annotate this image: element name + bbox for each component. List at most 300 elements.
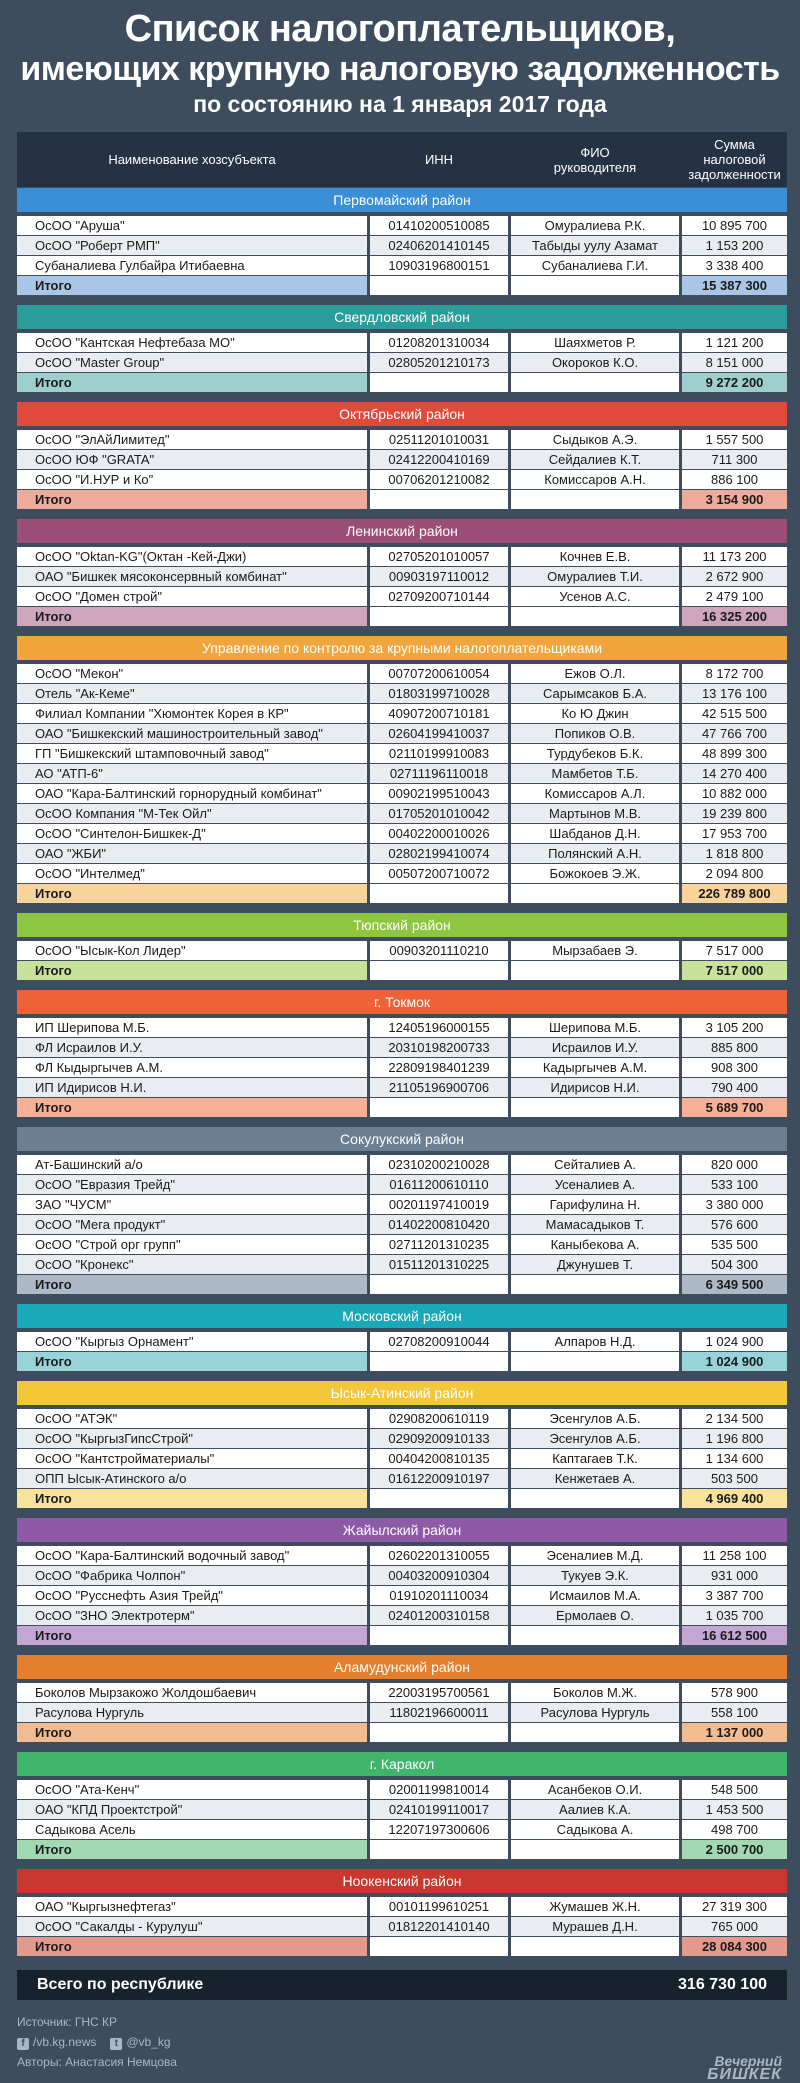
empty-cell: [511, 961, 679, 980]
inn-cell: 02908200610119: [370, 1409, 508, 1428]
inn-cell: 02604199410037: [370, 724, 508, 743]
debt-amount-cell: 548 500: [682, 1780, 787, 1799]
table-row: [17, 1469, 787, 1488]
table-row: [17, 1058, 787, 1077]
company-name-cell: ОсОО "Фабрика Чолпон": [17, 1566, 367, 1585]
inn-cell: 11802196600011: [370, 1703, 508, 1722]
table-row: [17, 1038, 787, 1057]
company-name-cell: ОАО "Бишкекский машиностроительный завод": [17, 724, 367, 743]
director-cell: Боколов М.Ж.: [511, 1683, 679, 1702]
company-name-cell: ГП "Бишкекский штамповочный завод": [17, 744, 367, 763]
table-row: [17, 684, 787, 703]
table-row: [17, 704, 787, 723]
total-value-cell: 9 272 200: [682, 373, 787, 392]
debt-amount-cell: 2 479 100: [682, 587, 787, 606]
inn-cell: 00706201210082: [370, 470, 508, 489]
empty-cell: [370, 1098, 508, 1117]
company-name-cell: ОсОО "Интелмед": [17, 864, 367, 883]
total-label-cell: Итого: [17, 1626, 367, 1645]
director-cell: Алпаров Н.Д.: [511, 1332, 679, 1351]
inn-cell: 02001199810014: [370, 1780, 508, 1799]
table-row: [17, 430, 787, 449]
district-total-row: [17, 1098, 787, 1117]
district-header: Управление по контролю за крупными налогоплательщиками: [17, 636, 787, 660]
director-cell: Каныбекова А.: [511, 1235, 679, 1254]
table-row: [17, 1078, 787, 1097]
empty-cell: [511, 1937, 679, 1956]
director-cell: Тукуев Э.К.: [511, 1566, 679, 1585]
company-name-cell: Садыкова Асель: [17, 1820, 367, 1839]
debt-amount-cell: 27 319 300: [682, 1897, 787, 1916]
empty-cell: [511, 276, 679, 295]
total-value-cell: 226 789 800: [682, 884, 787, 903]
empty-cell: [511, 1723, 679, 1742]
district-header: Аламудунский район: [17, 1655, 787, 1679]
debt-amount-cell: 8 172 700: [682, 664, 787, 683]
director-cell: Мамасадыков Т.: [511, 1215, 679, 1234]
facebook-handle: /vb.kg.news: [33, 2035, 97, 2049]
total-value-cell: 2 500 700: [682, 1840, 787, 1859]
empty-cell: [370, 490, 508, 509]
debt-amount-cell: 42 515 500: [682, 704, 787, 723]
company-name-cell: ОсОО "Строй орг групп": [17, 1235, 367, 1254]
district-section: [17, 990, 787, 1117]
director-cell: Идирисов Н.И.: [511, 1078, 679, 1097]
table-row: [17, 1215, 787, 1234]
table-row: [17, 1800, 787, 1819]
inn-cell: 21105196900706: [370, 1078, 508, 1097]
table-row: [17, 784, 787, 803]
debt-amount-cell: 558 100: [682, 1703, 787, 1722]
district-section: [17, 1518, 787, 1645]
district-section: [17, 1127, 787, 1294]
company-name-cell: ОАО "КПД Проектстрой": [17, 1800, 367, 1819]
company-name-cell: ОПП Ысык-Атинского а/о: [17, 1469, 367, 1488]
total-label-cell: Итого: [17, 1098, 367, 1117]
table-row: [17, 764, 787, 783]
company-name-cell: ОсОО "Кантская Нефтебаза МО": [17, 333, 367, 352]
inn-cell: 02410199110017: [370, 1800, 508, 1819]
table-row: [17, 1429, 787, 1448]
inn-cell: 01803199710028: [370, 684, 508, 703]
company-name-cell: ОсОО "Аруша": [17, 216, 367, 235]
director-cell: Усенов А.С.: [511, 587, 679, 606]
inn-cell: 01910201110034: [370, 1586, 508, 1605]
district-header: Московский район: [17, 1304, 787, 1328]
empty-cell: [370, 373, 508, 392]
table-row: [17, 1820, 787, 1839]
total-value-cell: 7 517 000: [682, 961, 787, 980]
facebook-link[interactable]: [17, 2032, 96, 2052]
company-name-cell: ОсОО "КыргызГипсСтрой": [17, 1429, 367, 1448]
company-name-cell: ОсОО "Мекон": [17, 664, 367, 683]
debt-amount-cell: 2 094 800: [682, 864, 787, 883]
table-row: [17, 236, 787, 255]
total-label-cell: Итого: [17, 1489, 367, 1508]
grand-total-value: 316 730 100: [678, 1976, 767, 1993]
debt-amount-cell: 48 899 300: [682, 744, 787, 763]
inn-cell: 00201197410019: [370, 1195, 508, 1214]
source-text: Источник: ГНС КР: [17, 2015, 118, 2029]
company-name-cell: ОсОО ЮФ "GRATA": [17, 450, 367, 469]
district-total-row: [17, 490, 787, 509]
director-cell: Шаяхметов Р.: [511, 333, 679, 352]
director-cell: Ко Ю Джин: [511, 704, 679, 723]
debt-amount-cell: 10 882 000: [682, 784, 787, 803]
inn-cell: 02110199910083: [370, 744, 508, 763]
inn-cell: 02909200910133: [370, 1429, 508, 1448]
director-cell: Мартынов М.В.: [511, 804, 679, 823]
director-cell: Ежов О.Л.: [511, 664, 679, 683]
district-section: [17, 636, 787, 903]
inn-cell: 10903196800151: [370, 256, 508, 275]
company-name-cell: ОАО "Кара-Балтинский горнорудный комбинат": [17, 784, 367, 803]
director-cell: Кенжетаев А.: [511, 1469, 679, 1488]
inn-cell: 02805201210173: [370, 353, 508, 372]
twitter-handle: @vb_kg: [126, 2035, 171, 2049]
inn-cell: 02310200210028: [370, 1155, 508, 1174]
inn-cell: 00404200810135: [370, 1449, 508, 1468]
table-row: [17, 353, 787, 372]
director-cell: Окороков К.О.: [511, 353, 679, 372]
column-name-header: Наименование хозсубъекта: [108, 152, 276, 167]
total-label-cell: Итого: [17, 961, 367, 980]
inn-cell: 01611200610110: [370, 1175, 508, 1194]
director-cell: Турдубеков Б.К.: [511, 744, 679, 763]
debt-amount-cell: 3 105 200: [682, 1018, 787, 1037]
empty-cell: [370, 1840, 508, 1859]
company-name-cell: ОсОО "Евразия Трейд": [17, 1175, 367, 1194]
district-total-row: [17, 373, 787, 392]
inn-cell: 40907200710181: [370, 704, 508, 723]
table-row: [17, 664, 787, 683]
empty-cell: [370, 607, 508, 626]
grand-total-label: Всего по республике: [37, 1976, 204, 1993]
company-name-cell: ОсОО "Кронекс": [17, 1255, 367, 1274]
director-cell: Субаналиева Г.И.: [511, 256, 679, 275]
inn-cell: 02708200910044: [370, 1332, 508, 1351]
debt-amount-cell: 885 800: [682, 1038, 787, 1057]
empty-cell: [370, 884, 508, 903]
debt-amount-cell: 8 151 000: [682, 353, 787, 372]
authors-text: Авторы: Анастасия Немцова: [17, 2055, 177, 2069]
empty-cell: [511, 1489, 679, 1508]
company-name-cell: ОсОО "Русснефть Азия Трейд": [17, 1586, 367, 1605]
director-cell: Эсенгулов А.Б.: [511, 1409, 679, 1428]
table-row: [17, 1566, 787, 1585]
company-name-cell: ОАО "ЖБИ": [17, 844, 367, 863]
total-label-cell: Итого: [17, 373, 367, 392]
total-value-cell: 28 084 300: [682, 1937, 787, 1956]
page-title-line2: имеющих крупную налоговую задолженность: [20, 50, 780, 88]
debt-amount-cell: 3 387 700: [682, 1586, 787, 1605]
empty-cell: [370, 1275, 508, 1294]
company-name-cell: ЗАО "ЧУСМ": [17, 1195, 367, 1214]
debt-amount-cell: 765 000: [682, 1917, 787, 1936]
table-row: [17, 470, 787, 489]
director-cell: Сарымсаков Б.А.: [511, 684, 679, 703]
director-cell: Гарифулина Н.: [511, 1195, 679, 1214]
company-name-cell: Расулова Нургуль: [17, 1703, 367, 1722]
director-cell: Кочнев Е.В.: [511, 547, 679, 566]
inn-cell: 02511201010031: [370, 430, 508, 449]
total-label-cell: Итого: [17, 276, 367, 295]
table-row: [17, 1683, 787, 1702]
inn-cell: 00707200610054: [370, 664, 508, 683]
debt-amount-cell: 7 517 000: [682, 941, 787, 960]
director-cell: Полянский А.Н.: [511, 844, 679, 863]
table-row: [17, 547, 787, 566]
empty-cell: [370, 276, 508, 295]
debt-amount-cell: 1 134 600: [682, 1449, 787, 1468]
district-section: [17, 402, 787, 509]
table-row: [17, 1703, 787, 1722]
inn-cell: 00902199510043: [370, 784, 508, 803]
district-total-row: [17, 276, 787, 295]
company-name-cell: ОсОО "Кыргыз Орнамент": [17, 1332, 367, 1351]
table-row: [17, 256, 787, 275]
total-label-cell: Итого: [17, 1352, 367, 1371]
inn-cell: 02412200410169: [370, 450, 508, 469]
logo-line2: БИШКЕК: [707, 2066, 782, 2083]
district-total-row: [17, 1626, 787, 1645]
inn-cell: 01410200510085: [370, 216, 508, 235]
director-cell: Жумашев Ж.Н.: [511, 1897, 679, 1916]
total-value-cell: 16 325 200: [682, 607, 787, 626]
empty-cell: [370, 1723, 508, 1742]
district-total-row: [17, 884, 787, 903]
company-name-cell: ОсОО "Ысык-Кол Лидер": [17, 941, 367, 960]
company-name-cell: ОсОО "Кантстройматериалы": [17, 1449, 367, 1468]
company-name-cell: Субаналиева Гулбайра Итибаевна: [17, 256, 367, 275]
company-name-cell: ОсОО "Кара-Балтинский водочный завод": [17, 1546, 367, 1565]
company-name-cell: ОсОО "Oktan-KG"(Октан -Кей-Джи): [17, 547, 367, 566]
director-cell: Омуралиева Р.К.: [511, 216, 679, 235]
company-name-cell: ОсОО "И.НУР и Ко": [17, 470, 367, 489]
total-label-cell: Итого: [17, 607, 367, 626]
page-header: [0, 0, 800, 120]
inn-cell: 02802199410074: [370, 844, 508, 863]
empty-cell: [370, 961, 508, 980]
debt-amount-cell: 504 300: [682, 1255, 787, 1274]
debt-amount-cell: 1 818 800: [682, 844, 787, 863]
district-header: Октябрьский район: [17, 402, 787, 426]
district-section: [17, 1752, 787, 1859]
district-header: Жайылский район: [17, 1518, 787, 1542]
total-label-cell: Итого: [17, 884, 367, 903]
director-cell: Аалиев К.А.: [511, 1800, 679, 1819]
twitter-icon: t: [110, 2038, 122, 2050]
company-name-cell: ОсОО "Master Group": [17, 353, 367, 372]
table-row: [17, 1546, 787, 1565]
column-inn-header: ИНН: [424, 152, 454, 167]
table-row: [17, 941, 787, 960]
debt-amount-cell: 47 766 700: [682, 724, 787, 743]
company-name-cell: ОсОО Компания "М-Тек Ойл": [17, 804, 367, 823]
district-section: [17, 913, 787, 980]
inn-cell: 01511201310225: [370, 1255, 508, 1274]
director-cell: Кадыргычев А.М.: [511, 1058, 679, 1077]
inn-cell: 02401200310158: [370, 1606, 508, 1625]
district-section: [17, 519, 787, 626]
company-name-cell: Филиал Компании "Хюмонтек Корея в КР": [17, 704, 367, 723]
district-total-row: [17, 607, 787, 626]
inn-cell: 22003195700561: [370, 1683, 508, 1702]
empty-cell: [370, 1626, 508, 1645]
debt-amount-cell: 1 153 200: [682, 236, 787, 255]
inn-cell: 00403200910304: [370, 1566, 508, 1585]
table-row: [17, 864, 787, 883]
director-cell: Ермолаев О.: [511, 1606, 679, 1625]
debt-amount-cell: 820 000: [682, 1155, 787, 1174]
inn-cell: 12405196000155: [370, 1018, 508, 1037]
debt-amount-cell: 498 700: [682, 1820, 787, 1839]
logo-line1: Вечерний: [714, 2053, 782, 2069]
empty-cell: [511, 373, 679, 392]
inn-cell: 02406201410145: [370, 236, 508, 255]
empty-cell: [511, 1840, 679, 1859]
page-title-line1: Список налогоплательщиков,: [124, 8, 676, 50]
column-sum-header: Сумма налоговой задолженности: [688, 137, 781, 182]
company-name-cell: ОсОО "Мега продукт": [17, 1215, 367, 1234]
debt-amount-cell: 1 121 200: [682, 333, 787, 352]
company-name-cell: ИП Идирисов Н.И.: [17, 1078, 367, 1097]
district-total-row: [17, 1489, 787, 1508]
table-row: [17, 333, 787, 352]
inn-cell: 20310198200733: [370, 1038, 508, 1057]
table-row: [17, 744, 787, 763]
director-cell: Сейталиев А.: [511, 1155, 679, 1174]
inn-cell: 01812201410140: [370, 1917, 508, 1936]
district-total-row: [17, 1275, 787, 1294]
debt-amount-cell: 503 500: [682, 1469, 787, 1488]
total-label-cell: Итого: [17, 1937, 367, 1956]
company-name-cell: ОсОО "Роберт РМП": [17, 236, 367, 255]
empty-cell: [511, 1626, 679, 1645]
total-label-cell: Итого: [17, 1723, 367, 1742]
table-row: [17, 1235, 787, 1254]
inn-cell: 01208201310034: [370, 333, 508, 352]
district-section: [17, 1869, 787, 1956]
district-section: [17, 1655, 787, 1742]
district-header: г. Каракол: [17, 1752, 787, 1776]
debt-amount-cell: 1 196 800: [682, 1429, 787, 1448]
director-cell: Шабданов Д.Н.: [511, 824, 679, 843]
total-value-cell: 1 137 000: [682, 1723, 787, 1742]
empty-cell: [511, 1098, 679, 1117]
company-name-cell: ИП Шерипова М.Б.: [17, 1018, 367, 1037]
company-name-cell: ОсОО "ЗНО Электротерм": [17, 1606, 367, 1625]
director-cell: Исраилов И.У.: [511, 1038, 679, 1057]
director-cell: Джунушев Т.: [511, 1255, 679, 1274]
facebook-icon: f: [17, 2038, 29, 2050]
table-row: [17, 567, 787, 586]
company-name-cell: ОсОО "Ата-Кенч": [17, 1780, 367, 1799]
total-value-cell: 1 024 900: [682, 1352, 787, 1371]
district-total-row: [17, 1723, 787, 1742]
empty-cell: [511, 1275, 679, 1294]
total-value-cell: 5 689 700: [682, 1098, 787, 1117]
empty-cell: [511, 607, 679, 626]
district-section: [17, 188, 787, 295]
total-value-cell: 15 387 300: [682, 276, 787, 295]
district-section: [17, 305, 787, 392]
vecherniy-bishkek-logo: [707, 2054, 782, 2082]
company-name-cell: ОсОО "АТЭК": [17, 1409, 367, 1428]
table-row: [17, 1586, 787, 1605]
company-name-cell: АО "АТП-6": [17, 764, 367, 783]
director-cell: Сейдалиев К.Т.: [511, 450, 679, 469]
table-row: [17, 1917, 787, 1936]
table-row: [17, 1332, 787, 1351]
table-row: [17, 1155, 787, 1174]
inn-cell: 01612200910197: [370, 1469, 508, 1488]
debt-amount-cell: 1 453 500: [682, 1800, 787, 1819]
debt-amount-cell: 790 400: [682, 1078, 787, 1097]
table-row: [17, 587, 787, 606]
district-header: Ленинский район: [17, 519, 787, 543]
debt-amount-cell: 3 338 400: [682, 256, 787, 275]
director-cell: Шерипова М.Б.: [511, 1018, 679, 1037]
debt-amount-cell: 578 900: [682, 1683, 787, 1702]
district-header: Первомайский район: [17, 188, 787, 212]
table-row: [17, 844, 787, 863]
district-total-row: [17, 1352, 787, 1371]
director-cell: Попиков О.В.: [511, 724, 679, 743]
debt-amount-cell: 14 270 400: [682, 764, 787, 783]
company-name-cell: Боколов Мырзакожо Жолдошбаевич: [17, 1683, 367, 1702]
debt-amount-cell: 533 100: [682, 1175, 787, 1194]
total-label-cell: Итого: [17, 490, 367, 509]
company-name-cell: Отель "Ак-Кеме": [17, 684, 367, 703]
company-name-cell: ОАО "Бишкек мясоконсервный комбинат": [17, 567, 367, 586]
director-cell: Мурашев Д.Н.: [511, 1917, 679, 1936]
debt-amount-cell: 10 895 700: [682, 216, 787, 235]
table-row: [17, 804, 787, 823]
empty-cell: [370, 1937, 508, 1956]
director-cell: Божокоев Э.Ж.: [511, 864, 679, 883]
debt-amount-cell: 1 557 500: [682, 430, 787, 449]
twitter-link[interactable]: [110, 2032, 170, 2052]
director-cell: Сыдыков А.Э.: [511, 430, 679, 449]
total-value-cell: 16 612 500: [682, 1626, 787, 1645]
inn-cell: 01705201010042: [370, 804, 508, 823]
district-total-row: [17, 1937, 787, 1956]
total-label-cell: Итого: [17, 1275, 367, 1294]
company-name-cell: ФЛ Кыдыргычев А.М.: [17, 1058, 367, 1077]
director-cell: Расулова Нургуль: [511, 1703, 679, 1722]
inn-cell: 12207197300606: [370, 1820, 508, 1839]
district-header: Свердловский район: [17, 305, 787, 329]
district-total-row: [17, 1840, 787, 1859]
debt-amount-cell: 13 176 100: [682, 684, 787, 703]
director-cell: Мырзабаев Э.: [511, 941, 679, 960]
district-header: Сокулукский район: [17, 1127, 787, 1151]
empty-cell: [511, 1352, 679, 1371]
company-name-cell: ОАО "Кыргызнефтегаз": [17, 1897, 367, 1916]
company-name-cell: ОсОО "Синтелон-Бишкек-Д": [17, 824, 367, 843]
total-value-cell: 6 349 500: [682, 1275, 787, 1294]
district-total-row: [17, 961, 787, 980]
debt-amount-cell: 908 300: [682, 1058, 787, 1077]
empty-cell: [370, 1489, 508, 1508]
debt-amount-cell: 886 100: [682, 470, 787, 489]
director-cell: Табыды уулу Азамат: [511, 236, 679, 255]
table-row: [17, 724, 787, 743]
column-header-row: [17, 132, 787, 187]
director-cell: Комиссаров А.Л.: [511, 784, 679, 803]
inn-cell: 01402200810420: [370, 1215, 508, 1234]
